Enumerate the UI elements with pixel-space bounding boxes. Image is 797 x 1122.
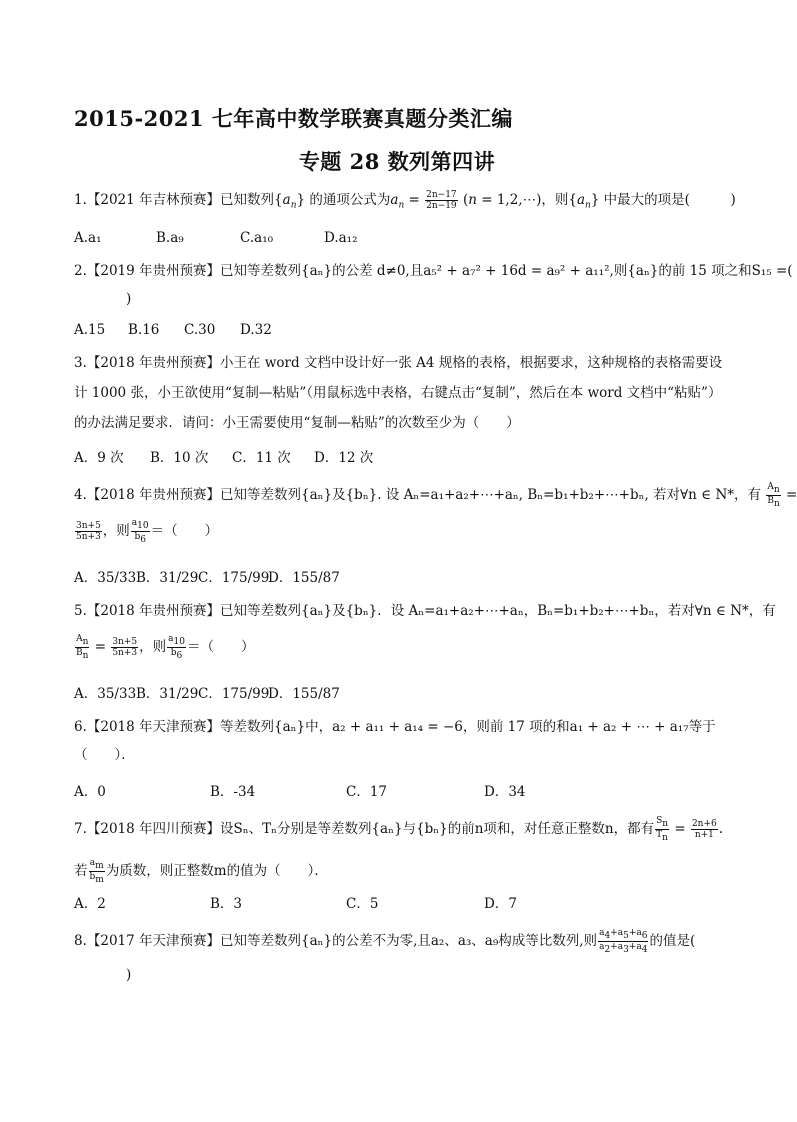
option-d: D.a₁₂ <box>324 230 358 246</box>
option-c: C．5 <box>346 896 379 912</box>
option-a: A．35/33 <box>74 686 137 702</box>
option-b: B．31/29 <box>136 570 199 586</box>
question-1-stem: 1.【2021 年吉林预赛】已知数列$\{a_n\}$ 的通项公式为$a_n$ = $\frac{2n-17}{2n-19}$ (n = 1,2,⋯)，则$\{a_n\}$ 中最大的项是( ) <box>74 190 736 211</box>
option-b: B.16 <box>128 322 160 338</box>
question-5-line-2: $\frac{A_n}{B_n}$ = $\frac{3n+5}{5n+3}$ ，则 $\frac{a_{10}}{b_6}$ ＝（ ） <box>76 634 255 661</box>
question-3-line-1: 3.【2018 年贵州预赛】小王在 word 文档中设计好一张 A4 规格的表格，根据要求，这种规格的表格需要设 <box>74 355 723 371</box>
option-a: A.a₁ <box>74 230 102 246</box>
option-b: B．3 <box>210 896 243 912</box>
question-5-line-1: 5.【2018 年贵州预赛】已知等差数列{aₙ}及{bₙ}．设 Aₙ=a₁+a₂+⋯+aₙ，Bₙ=b₁+b₂+⋯+bₙ，若对∀n ∈ N*，有 <box>74 603 776 619</box>
option-d: D．7 <box>484 896 517 912</box>
option-b: B．10 次 <box>150 450 209 466</box>
option-c: C．17 <box>346 784 388 800</box>
question-3-line-3: 的办法满足要求．请问：小王需要使用“复制—粘贴”的次数至少为（ ） <box>74 415 520 431</box>
option-a: A．9 次 <box>74 450 124 466</box>
question-7-line-2: 若 $\frac{a_m}{b_m}$ 为质数，则正整数m的值为（ ）． <box>74 858 328 885</box>
option-c: C．175/99 <box>198 686 270 702</box>
question-6-line-2: （ ）． <box>74 747 135 763</box>
option-b: B．-34 <box>210 784 256 800</box>
option-a: A．2 <box>74 896 106 912</box>
option-d: D．34 <box>484 784 526 800</box>
document-title: 2015-2021 七年高中数学联赛真题分类汇编 <box>74 106 513 131</box>
question-8-line-1: 8.【2017 年天津预赛】已知等差数列{aₙ}的公差不为零,且a₂、a₃、a₉构成等比数列,则 $\frac{a_4+a_5+a_6}{a_2+a_3+a_4}$ 的值是( <box>74 928 696 955</box>
option-d: D．12 次 <box>314 450 374 466</box>
option-c: C．175/99 <box>198 570 270 586</box>
option-d: D.32 <box>240 322 272 338</box>
option-d: D．155/87 <box>268 686 340 702</box>
question-3-line-2: 计 1000 张，小王欲使用“复制—粘贴”（用鼠标选中表格，右键点击“复制”，然后在本 word 文档中“粘贴”） <box>74 385 722 401</box>
document-subtitle: 专题 28 数列第四讲 <box>298 149 496 174</box>
question-6-line-1: 6.【2018 年天津预赛】等差数列{aₙ}中，a₂ + a₁₁ + a₁₄ = −6，则前 17 项的和a₁ + a₂ + ⋯ + a₁₇等于 <box>74 719 716 735</box>
option-b: B．31/29 <box>136 686 199 702</box>
question-4-line-2: $\frac{3n+5}{5n+3}$ ，则 $\frac{a_{10}}{b_6}$ ＝（ ） <box>76 518 219 545</box>
question-4-line-1: 4.【2018 年贵州预赛】已知等差数列{aₙ}及{bₙ}. 设 Aₙ=a₁+a₂+⋯+aₙ, Bₙ=b₁+b₂+⋯+bₙ, 若对∀n ∈ N*，有 $\frac{A_n}{B_n}$ = <box>74 482 797 509</box>
option-a: A.15 <box>74 322 106 338</box>
question-8-paren: ) <box>126 967 132 983</box>
option-d: D．155/87 <box>268 570 340 586</box>
option-c: C.30 <box>184 322 216 338</box>
question-7-line-1: 7.【2018 年四川预赛】设Sₙ、Tₙ分别是等差数列{aₙ}与{bₙ}的前n项和，对任意正整数n，都有 $\frac{S_n}{T_n}$ = $\frac{2n+6}{n+1}$ . <box>74 816 724 843</box>
option-c: C.a₁₀ <box>240 230 274 246</box>
option-a: A．35/33 <box>74 570 137 586</box>
option-a: A．0 <box>74 784 106 800</box>
option-b: B.a₉ <box>156 230 184 246</box>
option-c: C．11 次 <box>232 450 291 466</box>
q1-formula: $\frac{2n-17}{2n-19}$ <box>426 190 457 211</box>
question-2-paren: ) <box>126 291 132 307</box>
question-2-stem: 2.【2019 年贵州预赛】已知等差数列{aₙ}的公差 d≠0,且a₅² + a₇² + 16d = a₉² + a₁₁²,则{aₙ}的前 15 项之和S₁₅ =( <box>74 263 793 279</box>
